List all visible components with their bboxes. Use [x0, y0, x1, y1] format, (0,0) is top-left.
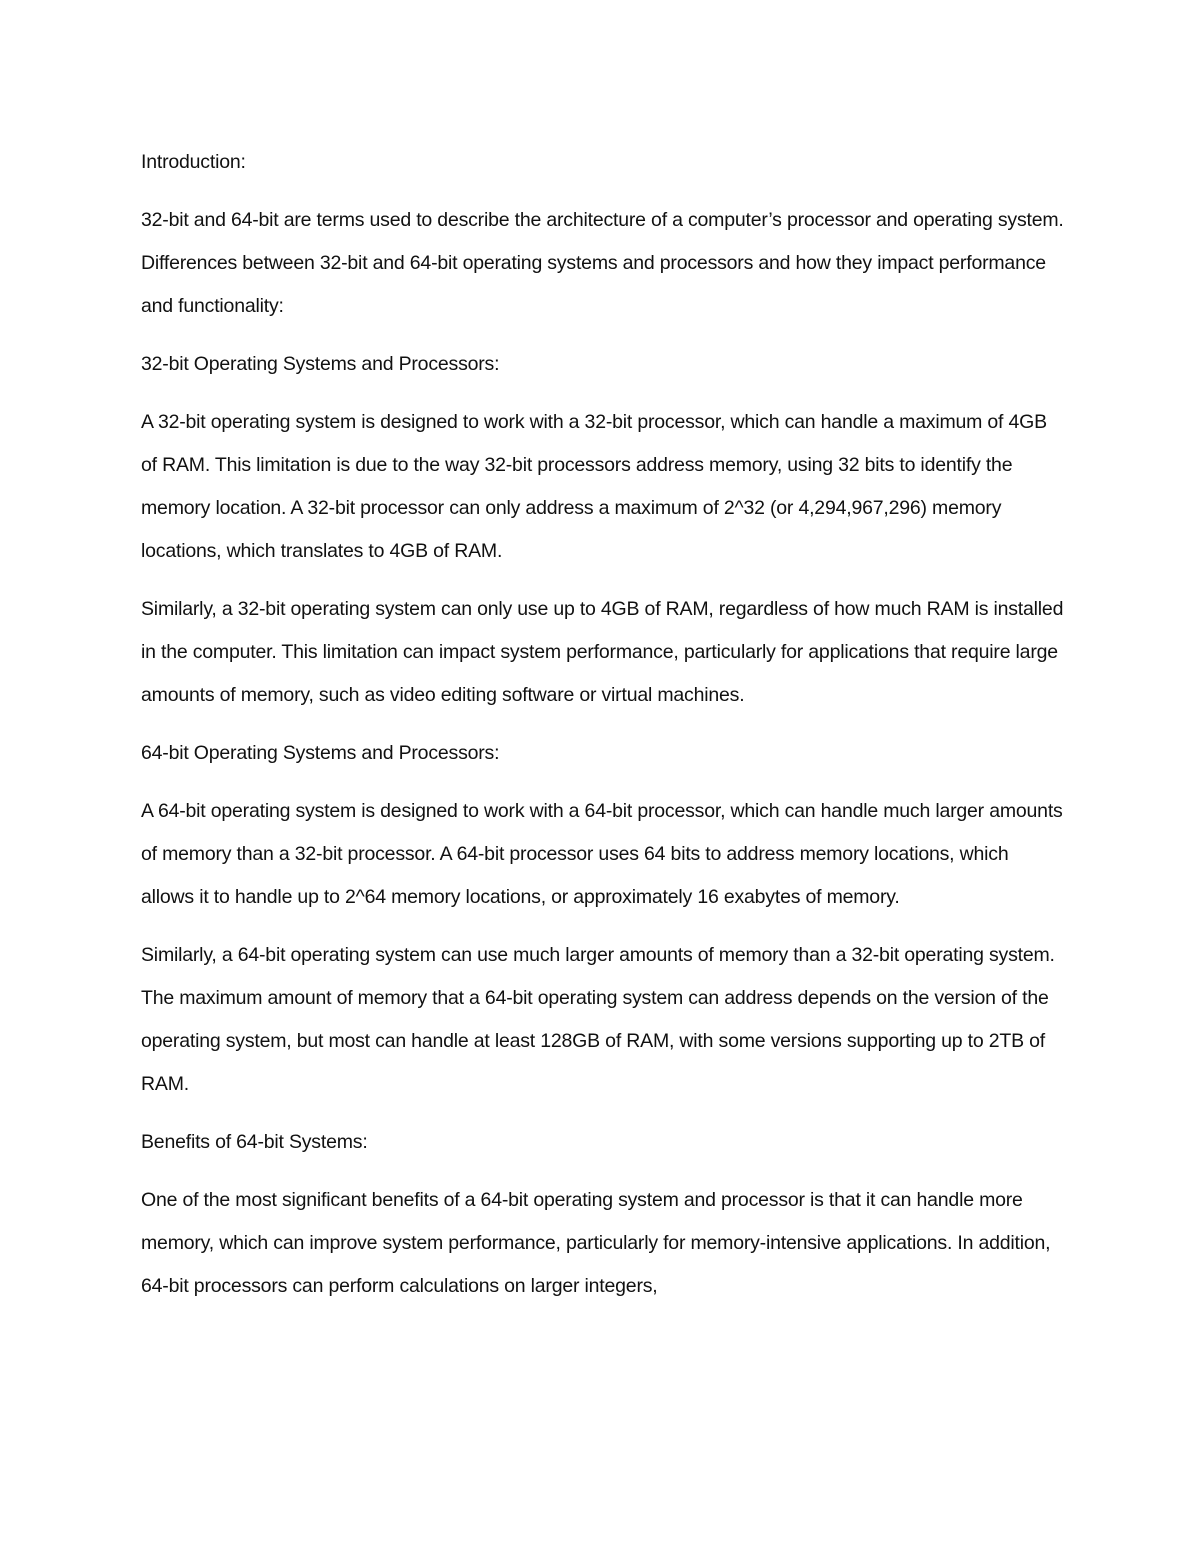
section-heading-32bit: 32-bit Operating Systems and Processors: [141, 353, 500, 375]
paragraph-benefits: One of the most significant benefits of a 64-bit operating system and processor is that it can handle more memory, which can improve system performance, particularly for memory-intensive applications. In addition, 64-bit processors can perform calculations on larger integers, [141, 1189, 1051, 1297]
paragraph-32bit-processor: A 32-bit operating system is designed to work with a 32-bit processor, which can handle a maximum of 4GB of RAM. This limitation is due to the way 32-bit processors address memory, using 32 bits to identify the memory location. A 32-bit processor can only address a maximum of 2^32 (or 4,294,967,296) memory locations, which translates to 4GB of RAM. [141, 411, 1047, 562]
section-heading-64bit: 64-bit Operating Systems and Processors: [141, 742, 500, 764]
paragraph-64bit-os: Similarly, a 64-bit operating system can use much larger amounts of memory than a 32-bit operating system. The maximum amount of memory that a 64-bit operating system can address depends on the version of the operating system, but most can handle at least 128GB of RAM, with some versions supporting up to 2TB of RAM. [141, 944, 1055, 1095]
section-heading-benefits: Benefits of 64-bit Systems: [141, 1131, 368, 1153]
intro-paragraph: 32-bit and 64-bit are terms used to describe the architecture of a computer’s processor and operating system. Differences between 32-bit and 64-bit operating systems and processors and how they impact performance and functionality: [141, 209, 1064, 317]
document-body [141, 141, 1066, 1323]
section-heading-introduction: Introduction: [141, 151, 246, 173]
paragraph-32bit-os: Similarly, a 32-bit operating system can only use up to 4GB of RAM, regardless of how much RAM is installed in the computer. This limitation can impact system performance, particularly for applications that require large amounts of memory, such as video editing software or virtual machines. [141, 598, 1064, 706]
paragraph-64bit-processor: A 64-bit operating system is designed to work with a 64-bit processor, which can handle much larger amounts of memory than a 32-bit processor. A 64-bit processor uses 64 bits to address memory locations, which allows it to handle up to 2^64 memory locations, or approximately 16 exabytes of memory. [141, 800, 1063, 908]
